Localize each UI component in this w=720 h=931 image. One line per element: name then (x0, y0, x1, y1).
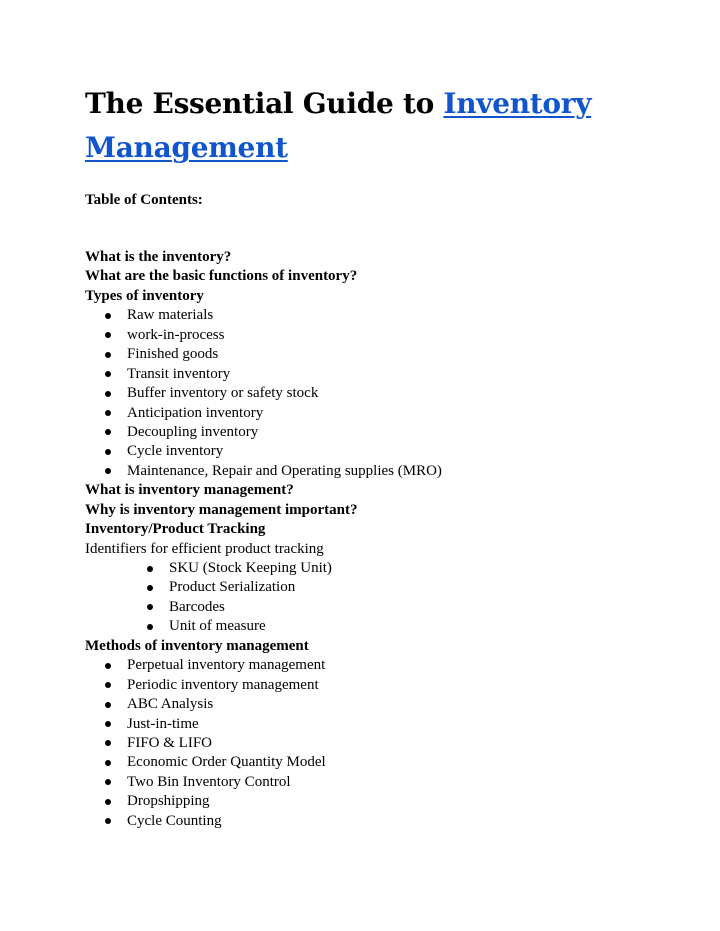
list-item: Buffer inventory or safety stock (85, 384, 685, 403)
toc-section-heading: Why is inventory management important? (85, 501, 358, 518)
bullet-icon (105, 760, 111, 766)
toc-section-heading: What are the basic functions of inventory? (85, 268, 358, 285)
table-of-contents (85, 248, 685, 831)
bullet-icon (105, 779, 111, 785)
page-title (85, 82, 685, 170)
title-link-inventory[interactable]: Inventory (443, 87, 592, 120)
bullet-icon (105, 818, 111, 824)
list-item: Unit of measure (85, 617, 685, 636)
toc-section-heading: Inventory/Product Tracking (85, 521, 266, 538)
list-item: Two Bin Inventory Control (85, 773, 685, 792)
list-item: Finished goods (85, 345, 685, 364)
list-item: Anticipation inventory (85, 404, 685, 423)
list-item: FIFO & LIFO (85, 734, 685, 753)
list-item: Product Serialization (85, 578, 685, 597)
list-item: Cycle Counting (85, 812, 685, 831)
list-item: work-in-process (85, 326, 685, 345)
title-link-management[interactable]: Management (85, 131, 288, 164)
bullet-icon (105, 429, 111, 435)
bullet-icon (105, 682, 111, 688)
bullet-icon (105, 332, 111, 338)
bullet-icon (105, 449, 111, 455)
title-prefix: The Essential Guide to (85, 87, 444, 120)
bullet-icon (147, 624, 153, 630)
bullet-icon (105, 313, 111, 319)
bullet-icon (147, 566, 153, 572)
bullet-icon (105, 391, 111, 397)
list-item: Maintenance, Repair and Operating supplies (MRO) (85, 462, 685, 481)
list-item: Barcodes (85, 598, 685, 617)
toc-section-heading: Types of inventory (85, 287, 204, 304)
list-item: Economic Order Quantity Model (85, 753, 685, 772)
bullet-icon (105, 410, 111, 416)
bullet-icon (105, 663, 111, 669)
toc-section-heading: What is the inventory? (85, 249, 232, 265)
bullet-icon (105, 721, 111, 727)
bullet-icon (147, 604, 153, 610)
toc-subtext: Identifiers for efficient product tracking (85, 540, 324, 557)
list-item: Just-in-time (85, 715, 685, 734)
toc-section-heading: Methods of inventory management (85, 637, 309, 654)
list-item: Periodic inventory management (85, 676, 685, 695)
list-item: Cycle inventory (85, 442, 685, 461)
list-item: SKU (Stock Keeping Unit) (85, 559, 685, 578)
list-item: ABC Analysis (85, 695, 685, 714)
list-item: Perpetual inventory management (85, 656, 685, 675)
bullet-icon (147, 585, 153, 591)
list-item: Decoupling inventory (85, 423, 685, 442)
list-item: Raw materials (85, 306, 685, 325)
list-item: Transit inventory (85, 365, 685, 384)
bullet-icon (105, 468, 111, 474)
toc-heading: Table of Contents: (85, 192, 203, 208)
bullet-icon (105, 799, 111, 805)
bullet-icon (105, 740, 111, 746)
bullet-icon (105, 371, 111, 377)
toc-section-heading: What is inventory management? (85, 482, 294, 499)
list-item: Dropshipping (85, 792, 685, 811)
bullet-icon (105, 702, 111, 708)
bullet-icon (105, 352, 111, 358)
